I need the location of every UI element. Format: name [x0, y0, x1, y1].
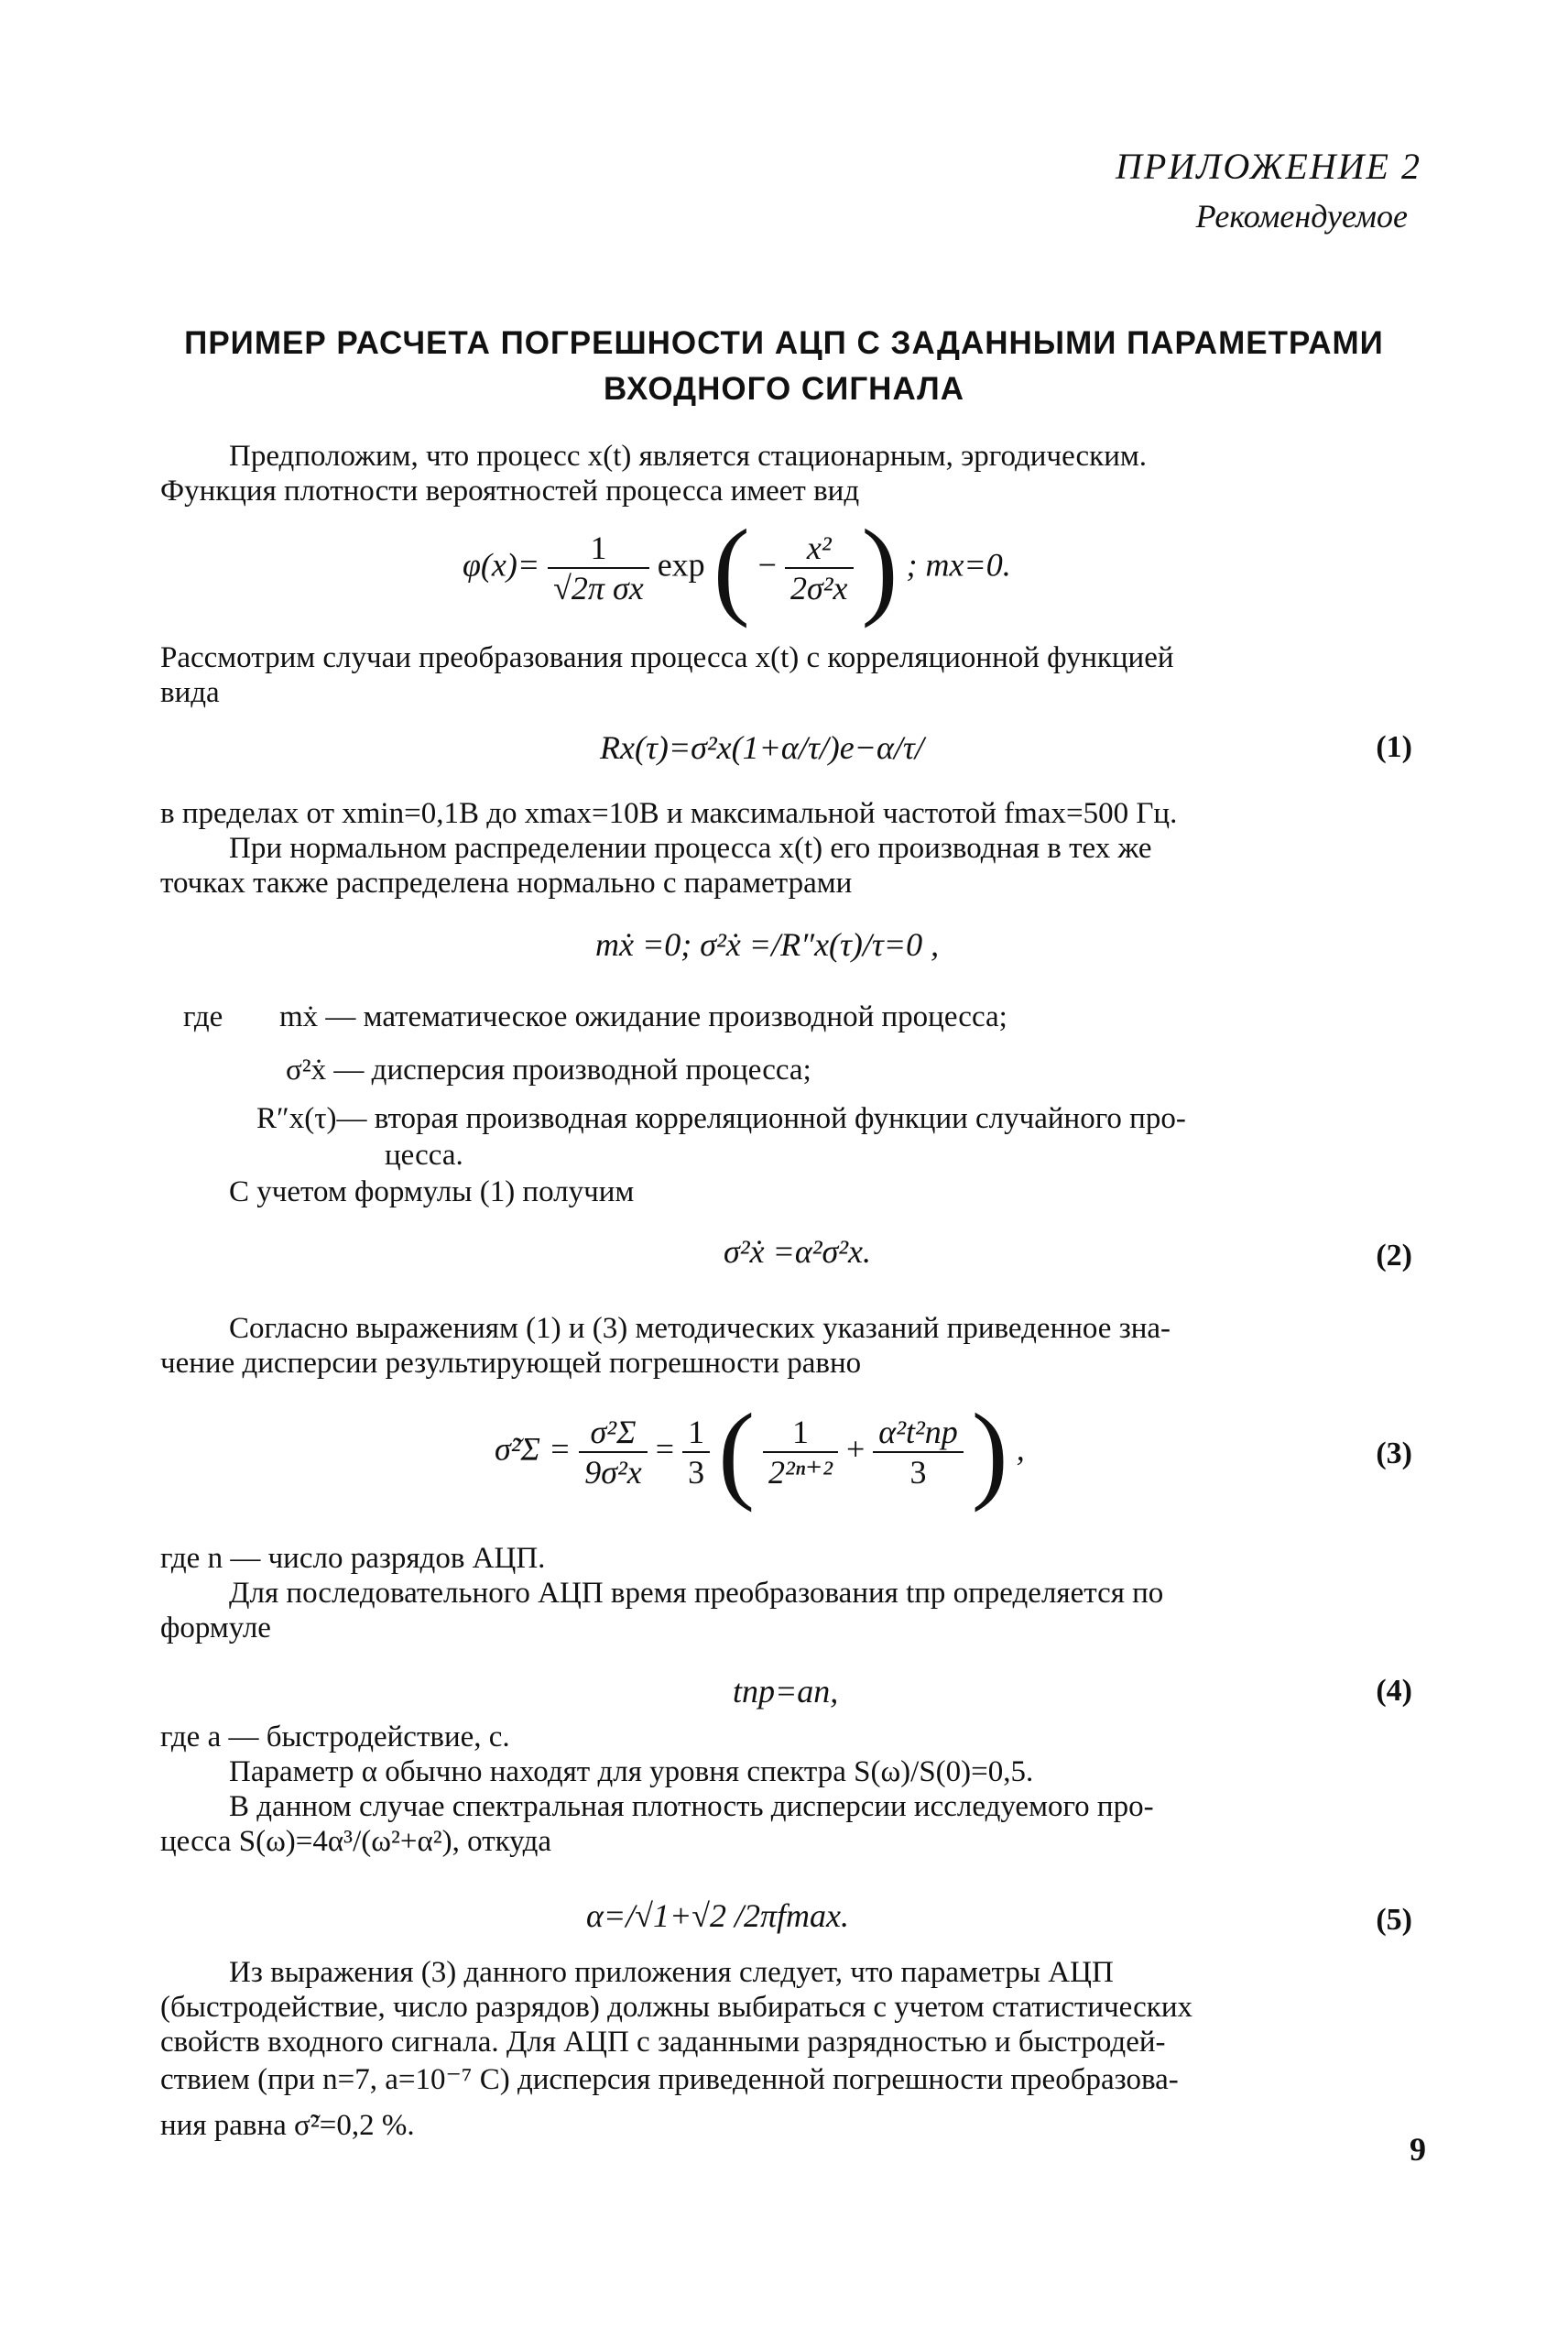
paragraph-line: При нормальном распределении процесса x(t) его производная в тех же [229, 832, 1152, 865]
formula-lhs: σ̃²Σ = [495, 1430, 572, 1468]
paragraph-line: Рассмотрим случаи преобразования процесса x(t) с корреляционной функцией [160, 641, 1174, 674]
equation-2: σ²ẋ =α²σ²x. [724, 1233, 872, 1270]
paragraph-line: формуле [160, 1611, 271, 1644]
equation-number: (3) [1376, 1437, 1412, 1470]
fraction-numerator: σ²Σ [579, 1413, 648, 1453]
fraction-numerator: 1 [682, 1413, 710, 1453]
section-title-line2: ВХОДНОГО СИГНАЛА [604, 371, 964, 407]
paragraph-line: Функция плотности вероятностей процесса имеет вид [160, 475, 860, 508]
definition-line: mẋ — математическое ожидание производной процесса; [279, 1000, 1007, 1033]
fraction-denominator: 2²ⁿ⁺² [768, 1454, 833, 1491]
equation-1: Rx(τ)=σ²x(1+α/τ/)e−α/τ/ [600, 729, 924, 766]
paragraph-line: чение дисперсии результирующей погрешности равно [160, 1347, 862, 1380]
density-formula: φ(x)= $\frac{1}{\text{√2π σx}}$ exp ( − $\frac{\text{x²}}{\text{2σ²x}}$ ) ; mx=0. [463, 507, 1011, 628]
definition-line: цесса. [385, 1139, 463, 1172]
paragraph-line: вида [160, 676, 220, 709]
paragraph-line: С учетом формулы (1) получим [229, 1175, 635, 1208]
appendix-label: ПРИЛОЖЕНИЕ 2 [1116, 146, 1421, 187]
paragraph-line: Согласно выражениям (1) и (3) методических указаний приведенное зна- [229, 1312, 1171, 1345]
exp-function: exp [657, 546, 705, 584]
equation-number: (1) [1376, 730, 1412, 764]
formula-tail: ; mx=0. [906, 546, 1011, 584]
paragraph-line: в пределах от xmin=0,1В до xmax=10В и максимальной частотой fmax=500 Гц. [160, 797, 1178, 830]
paragraph-line: ствием (при n=7, a=10⁻⁷ C) дисперсия приведенной погрешности преобразова- [160, 2063, 1179, 2096]
fraction-numerator: 1 [763, 1413, 838, 1453]
fraction-numerator: x² [785, 529, 854, 569]
definition-line: σ²ẋ — дисперсия производной процесса; [286, 1054, 811, 1087]
fraction [682, 1413, 710, 1491]
fraction-denominator: 3 [688, 1454, 705, 1491]
equals-sign: = [655, 1430, 675, 1468]
section-title-line1: ПРИМЕР РАСЧЕТА ПОГРЕШНОСТИ АЦП С ЗАДАННЫМИ ПАРАМЕТРАМИ [184, 325, 1384, 361]
paragraph-line: свойств входного сигнала. Для АЦП с заданными разрядностью и быстродей- [160, 2026, 1166, 2059]
plus-sign: + [845, 1430, 866, 1468]
fraction-denominator: 2σ²x [789, 570, 848, 606]
where-keyword: где [183, 1000, 223, 1033]
paragraph-line: Из выражения (3) данного приложения следует, что параметры АЦП [229, 1956, 1114, 1989]
fraction-denominator: √2π σx [553, 570, 644, 606]
paragraph-line: цесса S(ω)=4α³/(ω²+α²), откуда [160, 1825, 552, 1858]
fraction [873, 1413, 963, 1491]
equation-number: (2) [1376, 1239, 1412, 1273]
derivative-params-formula: mẋ =0; σ²ẋ =/R″x(τ)/τ=0 , [595, 926, 940, 963]
paragraph-line: ния равна σ̃²=0,2 %. [160, 2109, 415, 2142]
formula-lhs: φ(x)= [463, 546, 540, 584]
fraction [763, 1413, 838, 1491]
fraction [548, 529, 649, 607]
paragraph-line: Для последовательного АЦП время преобразования tпр определяется по [229, 1577, 1164, 1610]
equation-5: α=/√1+√2 /2πfmax. [586, 1897, 850, 1934]
paragraph-line: В данном случае спектральная плотность дисперсии исследуемого про- [229, 1790, 1154, 1823]
page-number: 9 [1410, 2131, 1426, 2168]
equation-number: (4) [1376, 1674, 1412, 1708]
equation-4: tпр=an, [733, 1673, 839, 1710]
fraction [785, 529, 854, 607]
fraction-denominator: 9σ²x [584, 1454, 642, 1491]
definition-line: R″x(τ)— вторая производная корреляционной функции случайного про- [256, 1102, 1186, 1135]
recommended-label: Рекомендуемое [1195, 198, 1408, 235]
paragraph-line: где n — число разрядов АЦП. [160, 1542, 546, 1575]
paragraph-line: точках также распределена нормально с параметрами [160, 867, 853, 900]
formula-tail: , [1016, 1430, 1025, 1468]
paragraph-line: Параметр α обычно находят для уровня спектра S(ω)/S(0)=0,5. [229, 1755, 1034, 1788]
fraction-numerator: 1 [548, 529, 649, 569]
paragraph-line: Предположим, что процесс x(t) является стационарным, эргодическим. [229, 440, 1148, 473]
equation-number: (5) [1376, 1903, 1412, 1937]
fraction-denominator: 3 [909, 1454, 927, 1491]
paragraph-line: (быстродействие, число разрядов) должны выбираться с учетом статистических [160, 1991, 1192, 2024]
equation-3: σ̃²Σ = $\frac{\text{σ²Σ}}{\text{9σ²x}}$ = $\frac{1}{3}$ ( $\frac{1}{\text{2²ⁿ⁺²}}$ + $\frac{\text{α²t²пр}}{3}$ ) , [495, 1391, 1025, 1513]
paragraph-line: где a — быстродействие, с. [160, 1721, 510, 1753]
fraction-numerator: α²t²пр [873, 1413, 963, 1453]
fraction [579, 1413, 648, 1491]
